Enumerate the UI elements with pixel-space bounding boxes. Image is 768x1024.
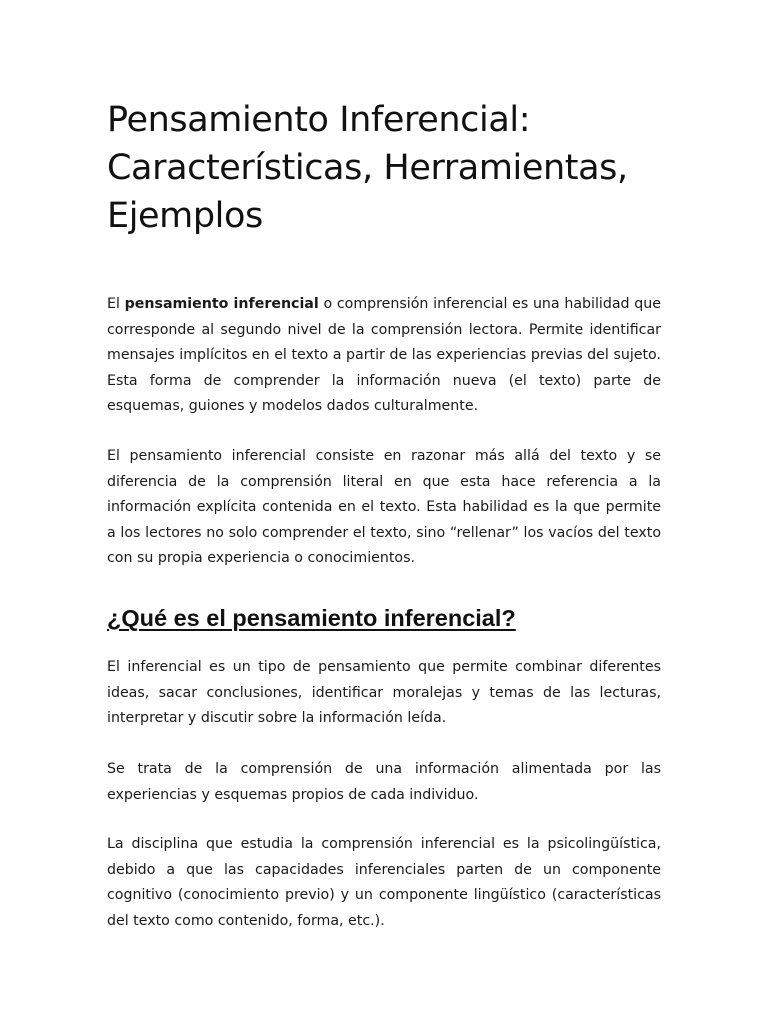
intro-paragraph xyxy=(107,292,661,420)
section-paragraph-3: La disciplina que estudia la comprensión inferencial es la psicolingüística, debido a que las capacidades inferenciales parten de un componente cognitivo (conocimiento previo) y un componente lingüístico (características del texto como contenido, forma, etc.). xyxy=(107,836,661,929)
intro-prefix: El xyxy=(107,296,125,312)
section-heading: ¿Qué es el pensamiento inferencial? xyxy=(107,605,516,631)
intro-rest: o comprensión inferencial es una habilidad que corresponde al segundo nivel de la comprensión lectora. Permite identificar mensajes implícitos en el texto a partir de las experiencias previas del sujeto. Esta forma de comprender la información nueva (el texto) parte de esquemas, guiones y modelos dados culturalmente. xyxy=(107,296,661,414)
intro-bold-term: pensamiento inferencial xyxy=(124,296,319,312)
page-title: Pensamiento Inferencial: Características, Herramientas, Ejemplos xyxy=(107,100,628,236)
section-paragraph-2: Se trata de la comprensión de una información alimentada por las experiencias y esquemas propios de cada individuo. xyxy=(107,761,661,803)
section-paragraph-1: El inferencial es un tipo de pensamiento que permite combinar diferentes ideas, sacar conclusiones, identificar moralejas y temas de las lecturas, interpretar y discutir sobre la información leída. xyxy=(107,659,661,726)
paragraph-two: El pensamiento inferencial consiste en razonar más allá del texto y se diferencia de la comprensión literal en que esta hace referencia a la información explícita contenida en el texto. Esta habilidad es la que permite a los lectores no solo comprender el texto, sino “rellenar” los vacíos del texto con su propia experiencia o conocimientos. xyxy=(107,448,661,566)
